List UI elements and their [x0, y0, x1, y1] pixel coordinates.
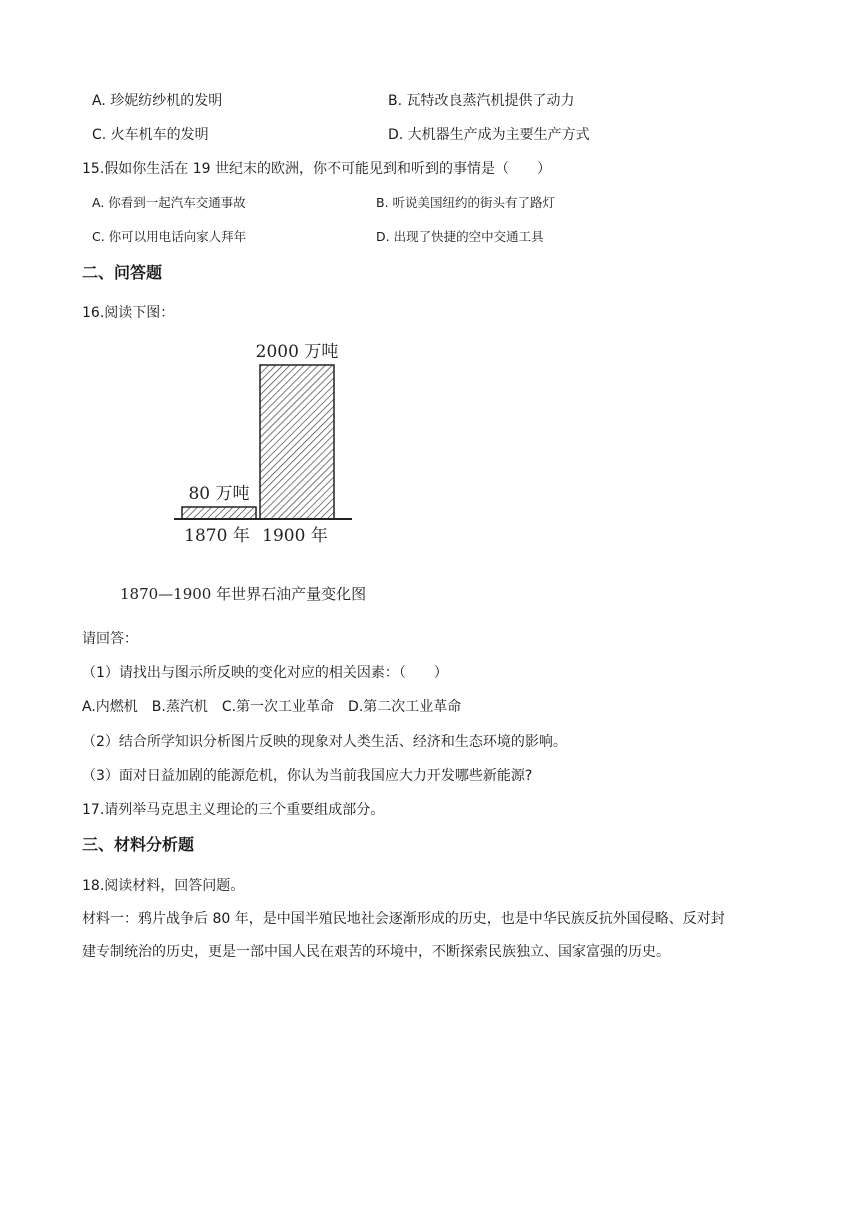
category-label-1: 1900 年 [262, 526, 328, 546]
q18-material1-line1: 材料一：鸦片战争后 80 年，是中国半殖民地社会逐渐形成的历史，也是中华民族反抗外国侵略、反对封 [82, 911, 725, 927]
q15-option-d: D. 出现了快捷的空中交通工具 [376, 229, 544, 244]
category-label-0: 1870 年 [184, 526, 250, 546]
data-label-0: 80 万吨 [188, 484, 250, 504]
q15-option-c: C. 你可以用电话向家人拜年 [92, 229, 247, 244]
q14-option-a: A. 珍妮纺纱机的发明 [92, 93, 223, 109]
q18-stem: 18.阅读材料，回答问题。 [82, 878, 245, 894]
q16-sub3: （3）面对日益加剧的能源危机，你认为当前我国应大力开发哪些新能源? [82, 768, 533, 784]
chart-title: 1870—1900 年世界石油产量变化图 [120, 585, 367, 603]
bar-0 [182, 507, 256, 519]
q14-option-c: C. 火车机车的发明 [92, 127, 209, 143]
section-3-heading: 三、材料分析题 [82, 835, 195, 854]
q16-sub2: （2）结合所学知识分析图片反映的现象对人类生活、经济和生态环境的影响。 [82, 734, 567, 750]
q14-option-d: D. 大机器生产成为主要生产方式 [388, 127, 590, 143]
q15-stem: 15.假如你生活在 19 世纪末的欧洲，你不可能见到和听到的事情是（ ） [82, 161, 551, 177]
q15-option-a: A. 你看到一起汽车交通事故 [92, 195, 246, 210]
data-label-1: 2000 万吨 [255, 342, 339, 362]
q14-option-b: B. 瓦特改良蒸汽机提供了动力 [388, 93, 575, 109]
q15-option-b: B. 听说美国纽约的街头有了路灯 [376, 195, 556, 210]
q17-stem: 17.请列举马克思主义理论的三个重要组成部分。 [82, 802, 385, 818]
section-2-heading: 二、问答题 [82, 263, 163, 282]
bar-1 [260, 365, 334, 519]
q16-stem: 16.阅读下图： [82, 305, 175, 321]
q18-material1-line2: 建专制统治的历史，更是一部中国人民在艰苦的环境中，不断探索民族独立、国家富强的历史。 [82, 944, 670, 960]
q16-prompt: 请回答： [82, 631, 138, 647]
oil-production-chart [150, 335, 410, 565]
q16-sub1-options: A.内燃机 B.蒸汽机 C.第一次工业革命 D.第二次工业革命 [82, 699, 462, 715]
q16-sub1: （1）请找出与图示所反映的变化对应的相关因素：（ ） [82, 665, 448, 681]
